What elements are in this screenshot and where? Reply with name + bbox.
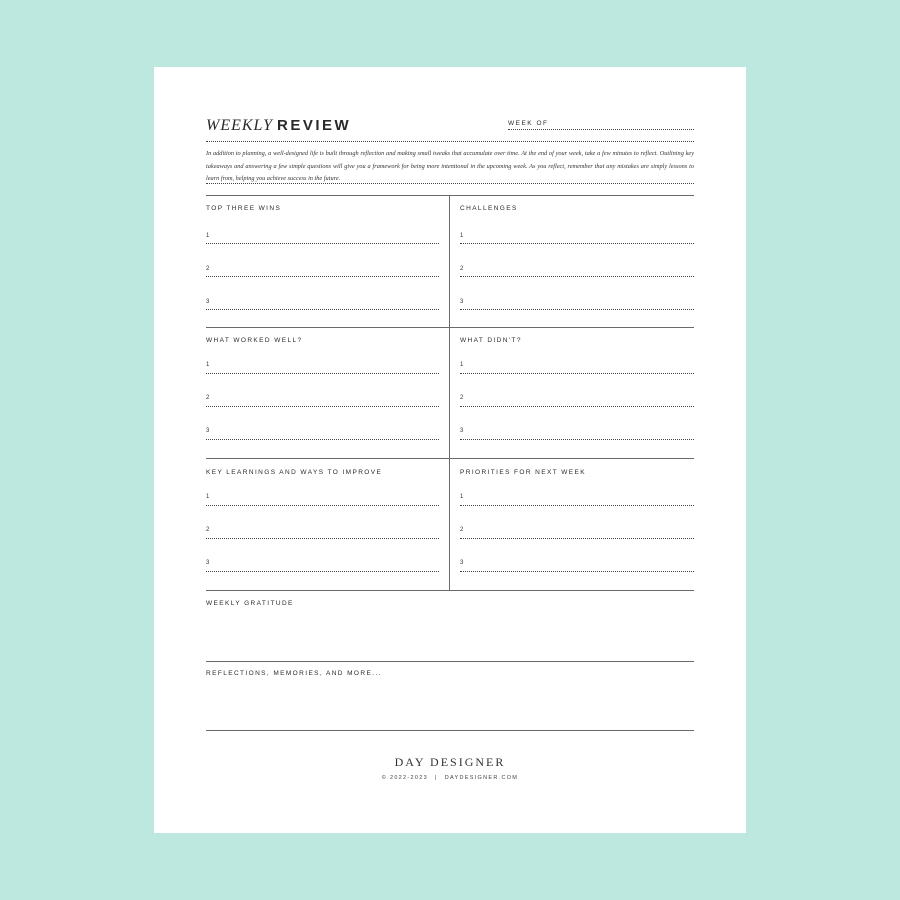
gratitude-box-rule[interactable] [206, 661, 694, 662]
list-number: 3 [206, 428, 210, 434]
website-link[interactable]: DAYDESIGNER.COM [444, 775, 519, 781]
section-label-reflections: REFLECTIONS, MEMORIES, AND MORE... [206, 670, 382, 677]
entry-line[interactable] [460, 309, 694, 310]
planner-sheet [154, 67, 746, 833]
list-number: 2 [206, 395, 210, 401]
list-number: 2 [460, 266, 464, 272]
reflections-box-rule[interactable] [206, 730, 694, 731]
entry-line[interactable] [460, 505, 694, 506]
entry-line[interactable] [460, 243, 694, 244]
list-number: 1 [460, 494, 464, 500]
copyright-text: © 2022-2023 [381, 775, 428, 781]
intro-text: In addition to planning, a well-designed life is built through reflection and making small tweaks that accumulate over time. At the end of your week, take a few minutes to reflect. Outlining key takeaways and answering a few simple questions will give you a framework for being more intentional in the upcoming week. As you reflect, remember that any mistakes are simply lessons to learn from, helping you achieve success in the future. [206, 150, 694, 183]
list-number: 3 [460, 560, 464, 566]
entry-line[interactable] [206, 309, 439, 310]
entry-line[interactable] [206, 276, 439, 277]
entry-line[interactable] [206, 571, 439, 572]
brand-logo: DAY DESIGNER [394, 755, 506, 769]
week-of-label: WEEK OF [508, 120, 549, 127]
section-label-key-learnings: KEY LEARNINGS AND WAYS TO IMPROVE [206, 469, 383, 476]
page-title [206, 117, 351, 135]
section-label-top-three-wins: TOP THREE WINS [206, 205, 282, 212]
title-underline [206, 141, 694, 142]
title-italic: WEEKLY [206, 117, 274, 134]
grid-rule-vertical [449, 195, 450, 590]
entry-line[interactable] [206, 505, 439, 506]
list-number: 1 [460, 362, 464, 368]
entry-line[interactable] [460, 373, 694, 374]
list-number: 2 [460, 395, 464, 401]
list-number: 1 [206, 494, 210, 500]
entry-line[interactable] [460, 439, 694, 440]
grid-rule-bottom [206, 590, 694, 591]
footer-copyright [154, 775, 746, 781]
list-number: 2 [206, 266, 210, 272]
section-label-challenges: CHALLENGES [460, 205, 518, 212]
list-number: 3 [460, 299, 464, 305]
list-number: 3 [206, 560, 210, 566]
title-bold: REVIEW [277, 117, 352, 134]
list-number: 1 [206, 362, 210, 368]
list-number: 1 [460, 233, 464, 239]
entry-line[interactable] [460, 276, 694, 277]
entry-line[interactable] [206, 243, 439, 244]
section-label-what-didnt: WHAT DIDN'T? [460, 337, 522, 344]
grid-rule-middle-1 [206, 327, 694, 328]
list-number: 3 [206, 299, 210, 305]
list-number: 3 [460, 428, 464, 434]
week-of-field[interactable] [508, 129, 694, 130]
intro-underline [206, 183, 694, 184]
list-number: 2 [206, 527, 210, 533]
entry-line[interactable] [460, 406, 694, 407]
footer-separator: | [434, 775, 438, 781]
entry-line[interactable] [206, 538, 439, 539]
grid-rule-top [206, 195, 694, 196]
list-number: 1 [206, 233, 210, 239]
entry-line[interactable] [460, 538, 694, 539]
entry-line[interactable] [206, 406, 439, 407]
grid-rule-middle-2 [206, 458, 694, 459]
section-label-what-worked-well: WHAT WORKED WELL? [206, 337, 303, 344]
entry-line[interactable] [206, 439, 439, 440]
entry-line[interactable] [206, 373, 439, 374]
entry-line[interactable] [460, 571, 694, 572]
section-label-gratitude: WEEKLY GRATITUDE [206, 600, 294, 607]
section-label-priorities: PRIORITIES FOR NEXT WEEK [460, 469, 586, 476]
list-number: 2 [460, 527, 464, 533]
